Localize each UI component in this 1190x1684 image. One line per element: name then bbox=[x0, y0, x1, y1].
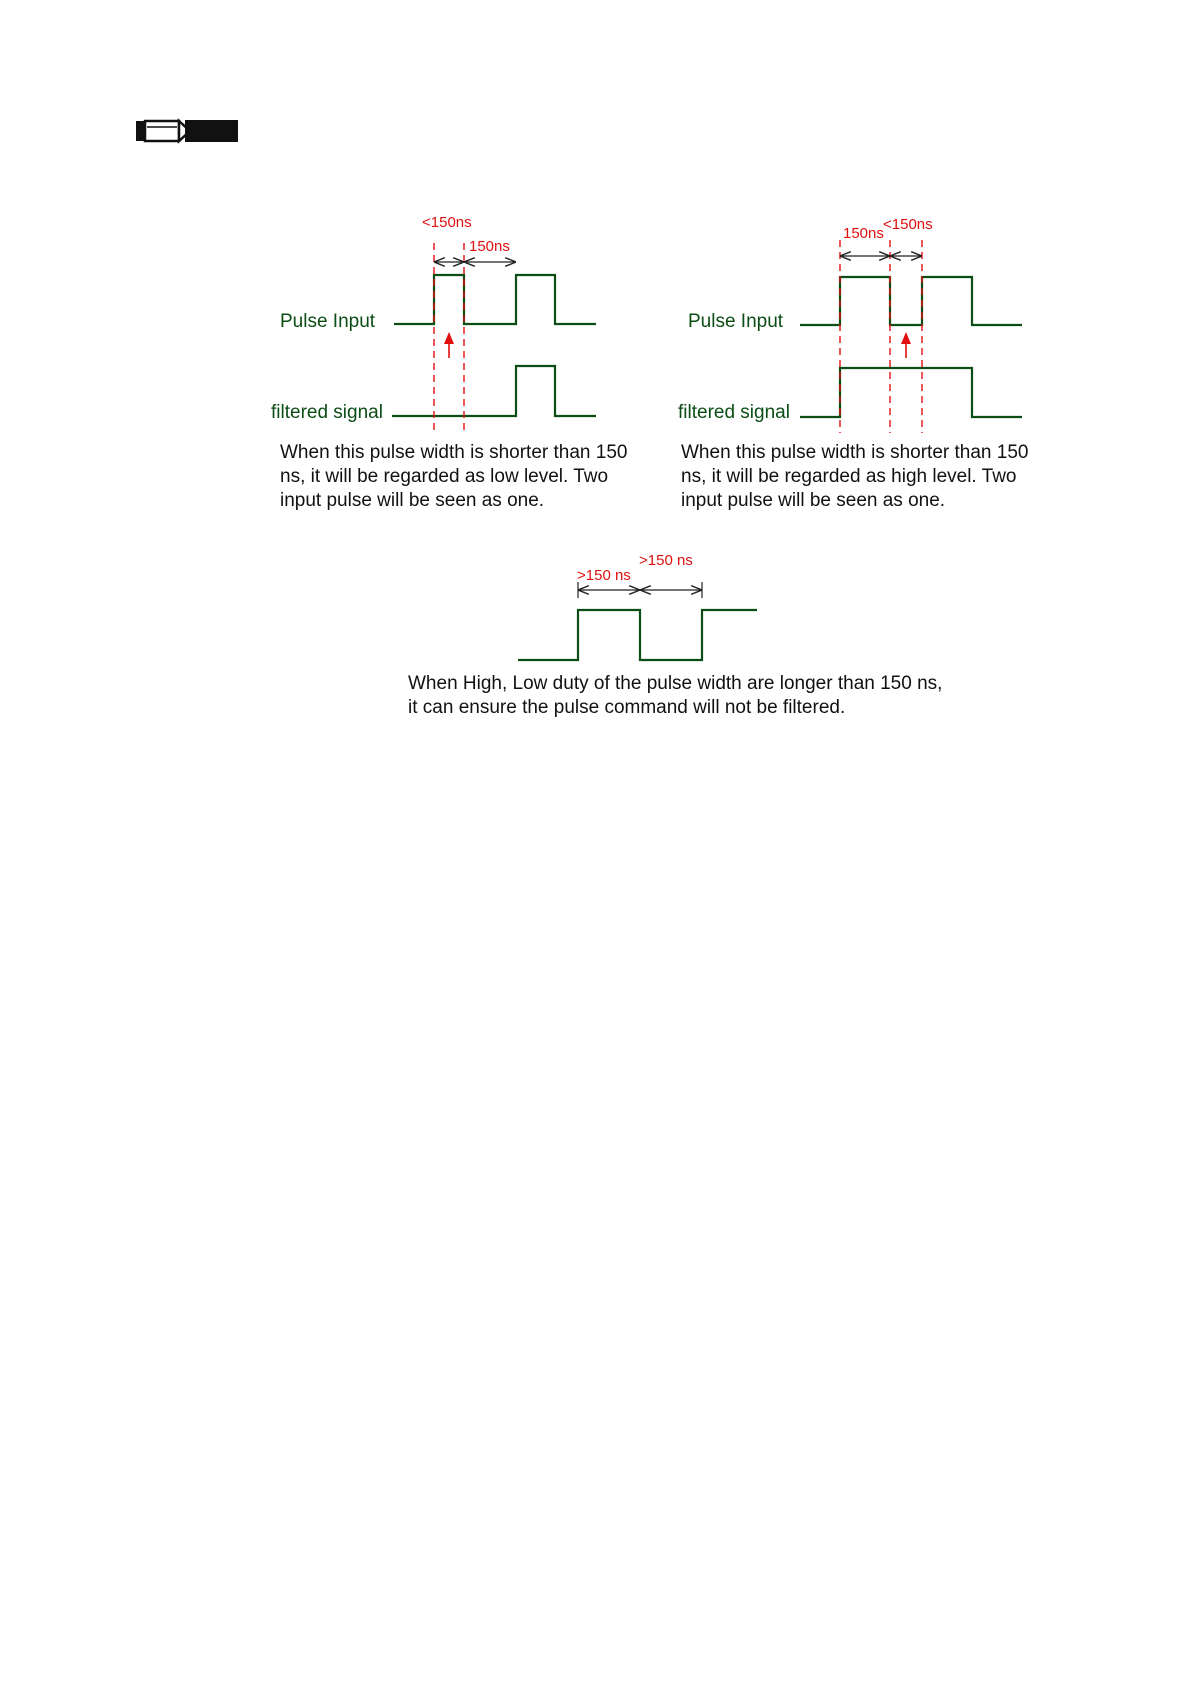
bottom-pulse-waveform bbox=[518, 610, 757, 660]
right-pulse-input-label: Pulse Input bbox=[688, 311, 784, 332]
left-long-dim-label: 150ns bbox=[469, 238, 510, 255]
bottom-caption bbox=[408, 672, 968, 720]
right-caption-line: ns, it will be regarded as high level. Two bbox=[681, 466, 1017, 487]
pulse-filter-diagram bbox=[0, 0, 1190, 760]
right-red-up-arrow-icon bbox=[901, 332, 911, 358]
left-caption-line: When this pulse width is shorter than 150 bbox=[280, 442, 628, 463]
bottom-diagram bbox=[518, 552, 757, 660]
left-caption bbox=[280, 441, 660, 513]
bottom-caption-line: it can ensure the pulse command will not be filtered. bbox=[408, 697, 846, 718]
left-diagram bbox=[271, 214, 596, 433]
left-filtered-signal-label: filtered signal bbox=[271, 402, 383, 423]
right-pulse-input-waveform bbox=[800, 277, 1022, 325]
left-caption-line: ns, it will be regarded as low level. Two bbox=[280, 466, 609, 487]
right-caption bbox=[681, 441, 1061, 513]
right-diagram bbox=[678, 216, 1022, 433]
right-caption-line: input pulse will be seen as one. bbox=[681, 490, 946, 511]
right-short-dim-label: <150ns bbox=[883, 216, 933, 233]
bottom-caption-line: When High, Low duty of the pulse width are longer than 150 ns, bbox=[408, 673, 943, 694]
right-filtered-signal-label: filtered signal bbox=[678, 402, 790, 423]
left-short-dim-label: <150ns bbox=[422, 214, 472, 231]
bottom-low-dim-label: >150 ns bbox=[639, 552, 693, 569]
right-caption-line: When this pulse width is shorter than 150 bbox=[681, 442, 1029, 463]
left-pulse-input-label: Pulse Input bbox=[280, 311, 376, 332]
left-red-up-arrow-icon bbox=[444, 332, 454, 358]
left-pulse-input-waveform bbox=[394, 275, 596, 324]
left-caption-line: input pulse will be seen as one. bbox=[280, 490, 545, 511]
left-filtered-waveform bbox=[392, 366, 596, 416]
right-long-dim-label: 150ns bbox=[843, 225, 884, 242]
bottom-high-dim-label: >150 ns bbox=[577, 567, 631, 584]
right-filtered-waveform bbox=[800, 368, 1022, 417]
